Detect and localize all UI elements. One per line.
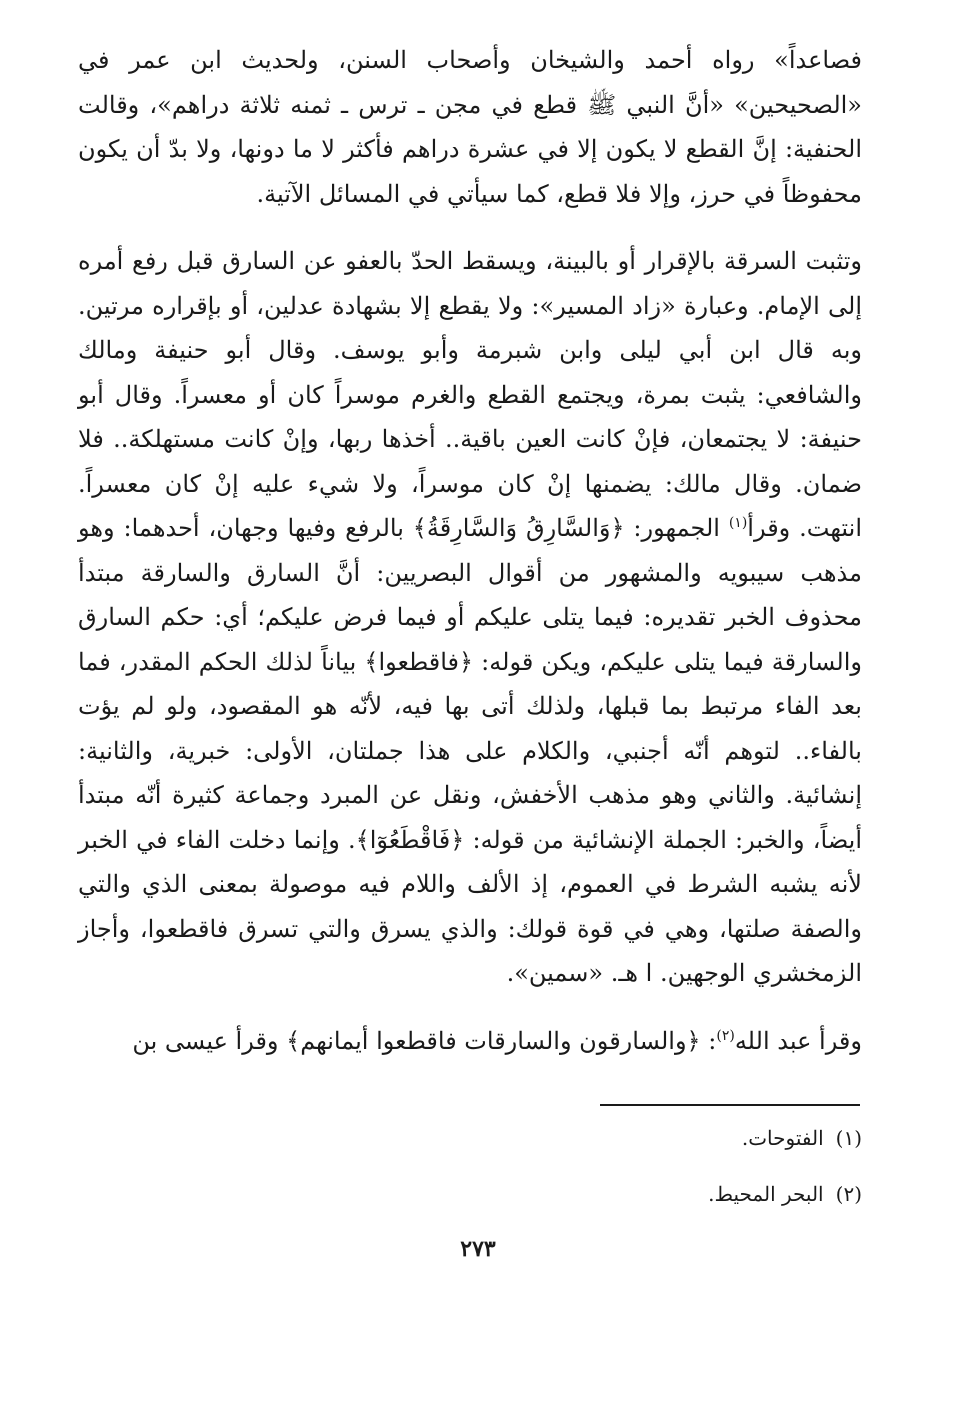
page-body bbox=[78, 38, 862, 1063]
paragraph-2-text: وتثبت السرقة بالإقرار أو بالبينة، ويسقط الحدّ بالعفو عن السارق قبل رفع أمره إلى الإمام. وعبارة «زاد المسير»: ولا يقطع إلا بشهادة عدلين، أو بإقراره مرتين. وبه قال ابن أبي ليلى وابن شبرمة وأبو يوسف. وقال أبو حنيفة ومالك والشافعي: يثبت بمرة، ويجتمع القطع والغرم موسراً كان أو معسراً. وقال أبو حنيفة: لا يجتمعان، فإنْ كانت العين باقية.. أخذها ربها، وإنْ كانت مستهلكة.. فلا ضمان. وقال مالك: يضمنها إنْ كان موسراً، ولا شيء عليه إنْ كان معسراً. انتهت. وقرأ bbox=[78, 247, 862, 542]
footnote-2 bbox=[78, 1176, 862, 1212]
footnote-2-number: (٢) bbox=[835, 1182, 862, 1206]
paragraph-2 bbox=[78, 239, 862, 996]
footnote-1-number: (١) bbox=[835, 1126, 862, 1150]
footnote-2-text: البحر المحيط. bbox=[708, 1182, 824, 1206]
page-number: ٢٧٣ bbox=[460, 1236, 496, 1262]
footnote-1 bbox=[78, 1120, 862, 1156]
paragraph-3-tail: : ﴿والسارقون والسارقات فاقطعوا أيمانهم﴾ وقرأ عيسى بن bbox=[132, 1026, 717, 1055]
footnote-1-text: الفتوحات. bbox=[741, 1126, 824, 1150]
footnote-ref-2[interactable]: (٢) bbox=[716, 1027, 735, 1044]
footnote-ref-1[interactable]: (١) bbox=[728, 515, 748, 531]
paragraph-2-tail: الجمهور: ﴿وَالسَّارِقُ وَالسَّارِقَةُ﴾ بالرفع وفيها وجهان، أحدهما: وهو مذهب سيبويه والمشهور من أقوال البصريين: أنَّ السارق والسارقة مبتدأ محذوف الخبر تقديره: فيما يتلى عليكم أو فيما فرض عليكم؛ أي: حكم السارق والسارقة فيما يتلى عليكم، ويكن قوله: ﴿فاقطعوا﴾ بياناً لذلك الحكم المقدر، فما بعد الفاء مرتبط بما قبلها، ولذلك أتى بها فيه، لأنّه هو المقصود، ولو لم يؤت بالفاء.. لتوهم أنّه أجنبي، والكلام على هذا جملتان، الأولى: خبرية، والثانية: إنشائية. والثاني وهو مذهب الأخفش، ونقل عن المبرد وجماعة كثيرة أنّه مبتدأ أيضاً، والخبر: الجملة الإنشائية من قوله: ﴿فَاقْطَعُوٓا﴾. وإنما دخلت الفاء في الخبر لأنه يشبه الشرط في العموم، إذ الألف واللام فيه موصولة بمعنى الذي والتي والصفة صلتها، وهي في قوة قولك: والذي يسرق والتي تسرق فاقطعوا، وأجاز الزمخشري الوجهين. ا هـ. «سمين». bbox=[78, 514, 863, 987]
paragraph-1-text: فصاعداً» رواه أحمد والشيخان وأصحاب السنن، ولحديث ابن عمر في «الصحيحين» «أنَّ النبي ﷺ قطع في مجن ـ ترس ـ ثمنه ثلاثة دراهم»، وقالت الحنفية: إنَّ القطع لا يكون إلا في عشرة دراهم فأكثر لا ما دونها، ولا بدّ أن يكون محفوظاً في حرز، وإلا فلا قطع، كما سيأتي في المسائل الآتية. bbox=[78, 46, 862, 208]
footnote-separator bbox=[600, 1104, 860, 1106]
footnotes bbox=[78, 1120, 862, 1212]
paragraph-1 bbox=[78, 38, 862, 216]
paragraph-3-text: وقرأ عبد الله bbox=[734, 1026, 862, 1055]
paragraph-3 bbox=[78, 1019, 862, 1064]
